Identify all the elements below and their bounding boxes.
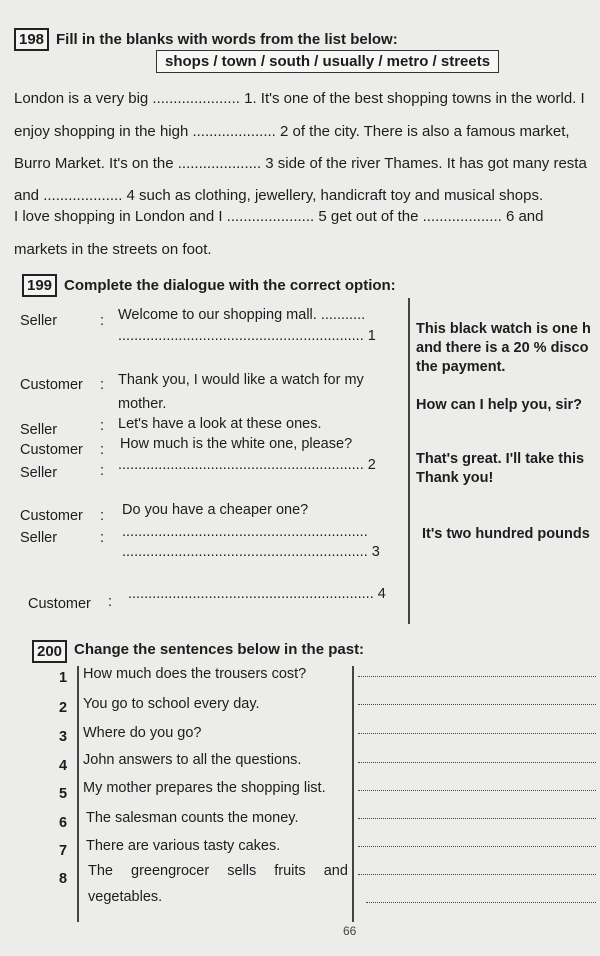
sentence-number: 5 — [59, 786, 68, 802]
sentence-number: 3 — [59, 729, 68, 745]
dialogue-line: Do you have a cheaper one? — [122, 502, 309, 518]
answer-line[interactable] — [358, 846, 596, 847]
option-text: How can I help you, sir? — [416, 397, 582, 413]
speaker-label: Customer — [20, 508, 83, 524]
option-text: the payment. — [416, 359, 506, 375]
answer-line[interactable] — [358, 874, 596, 875]
answer-line[interactable] — [358, 676, 596, 677]
answer-line[interactable] — [358, 704, 596, 705]
option-text: That's great. I'll take this — [416, 451, 585, 467]
answer-line[interactable] — [358, 733, 596, 734]
answer-line[interactable] — [358, 790, 596, 791]
sentence-text: My mother prepares the shopping list. — [83, 780, 326, 796]
sentence-text: John answers to all the questions. — [83, 752, 302, 768]
sentence-text: There are various tasty cakes. — [86, 838, 281, 854]
fill-line-6: markets in the streets on foot. — [14, 241, 212, 258]
speaker-colon: : — [100, 442, 105, 458]
speaker-label: Customer — [20, 377, 83, 393]
exercise-198-title: Fill in the blanks with words from the list below: — [56, 31, 398, 48]
sentence-number: 7 — [59, 843, 68, 859]
sentence-number: 1 — [59, 670, 68, 686]
dialogue-line: ............................................................. 1 — [118, 328, 376, 344]
speaker-colon: : — [100, 530, 105, 546]
speaker-label: Seller — [20, 313, 58, 329]
fill-line-1: London is a very big ..................... 1. It's one of the best shopping towns in the world. I — [14, 90, 585, 107]
speaker-label: Customer — [20, 442, 83, 458]
sentence-number: 6 — [59, 815, 68, 831]
sentence-number: 2 — [59, 700, 68, 716]
speaker-colon: : — [100, 377, 105, 393]
answer-line[interactable] — [366, 902, 596, 903]
dialogue-line: mother. — [118, 396, 167, 412]
dialogue-divider — [408, 298, 410, 624]
dialogue-line: How much is the white one, please? — [120, 436, 353, 452]
speaker-colon: : — [100, 313, 105, 329]
sentence-number-divider — [77, 666, 79, 922]
speaker-colon: : — [108, 594, 113, 610]
sentence-text: vegetables. — [88, 889, 163, 905]
dialogue-line: ............................................................. 2 — [118, 457, 376, 473]
option-text: Thank you! — [416, 470, 494, 486]
speaker-label: Seller — [20, 422, 58, 438]
sentence-text: Where do you go? — [83, 725, 202, 741]
dialogue-line: ............................................................. 4 — [128, 586, 386, 602]
fill-line-5: I love shopping in London and I ..................... 5 get out of the ................... 6 and — [14, 208, 544, 225]
dialogue-line: ............................................................. 3 — [122, 544, 380, 560]
sentence-text: How much does the trousers cost? — [83, 666, 307, 682]
speaker-colon: : — [100, 418, 105, 434]
sentence-text: The greengrocer sells fruits and — [88, 863, 348, 879]
speaker-label: Customer — [28, 596, 91, 612]
exercise-199-title: Complete the dialogue with the correct option: — [64, 277, 396, 294]
speaker-label: Seller — [20, 530, 58, 546]
option-text: and there is a 20 % disco — [416, 340, 589, 356]
fill-line-3: Burro Market. It's on the .................... 3 side of the river Thames. It has got many resta — [14, 155, 587, 172]
answer-line[interactable] — [358, 818, 596, 819]
speaker-label: Seller — [20, 465, 58, 481]
dialogue-line: Welcome to our shopping mall. ........... — [118, 307, 366, 323]
exercise-200-number: 200 — [32, 640, 67, 663]
word-list-box: shops / town / south / usually / metro / streets — [156, 50, 499, 73]
dialogue-line: Let's have a look at these ones. — [118, 416, 322, 432]
sentence-text: The salesman counts the money. — [86, 810, 299, 826]
sentence-number: 8 — [59, 871, 68, 887]
dialogue-line: ............................................................. — [122, 524, 368, 540]
option-text: It's two hundred pounds — [422, 526, 590, 542]
fill-line-2: enjoy shopping in the high .................... 2 of the city. There is also a famous market, — [14, 123, 570, 140]
exercise-199-number: 199 — [22, 274, 57, 297]
speaker-colon: : — [100, 508, 105, 524]
sentence-text: You go to school every day. — [83, 696, 260, 712]
page-number: 66 — [343, 924, 357, 938]
answer-column-divider — [352, 666, 354, 922]
sentence-number: 4 — [59, 758, 68, 774]
exercise-198-number: 198 — [14, 28, 49, 51]
option-text: This black watch is one h — [416, 321, 591, 337]
exercise-200-title: Change the sentences below in the past: — [74, 641, 365, 658]
dialogue-line: Thank you, I would like a watch for my — [118, 372, 364, 388]
speaker-colon: : — [100, 463, 105, 479]
fill-line-4: and ................... 4 such as clothing, jewellery, handicraft toy and musical shops. — [14, 187, 544, 204]
answer-line[interactable] — [358, 762, 596, 763]
